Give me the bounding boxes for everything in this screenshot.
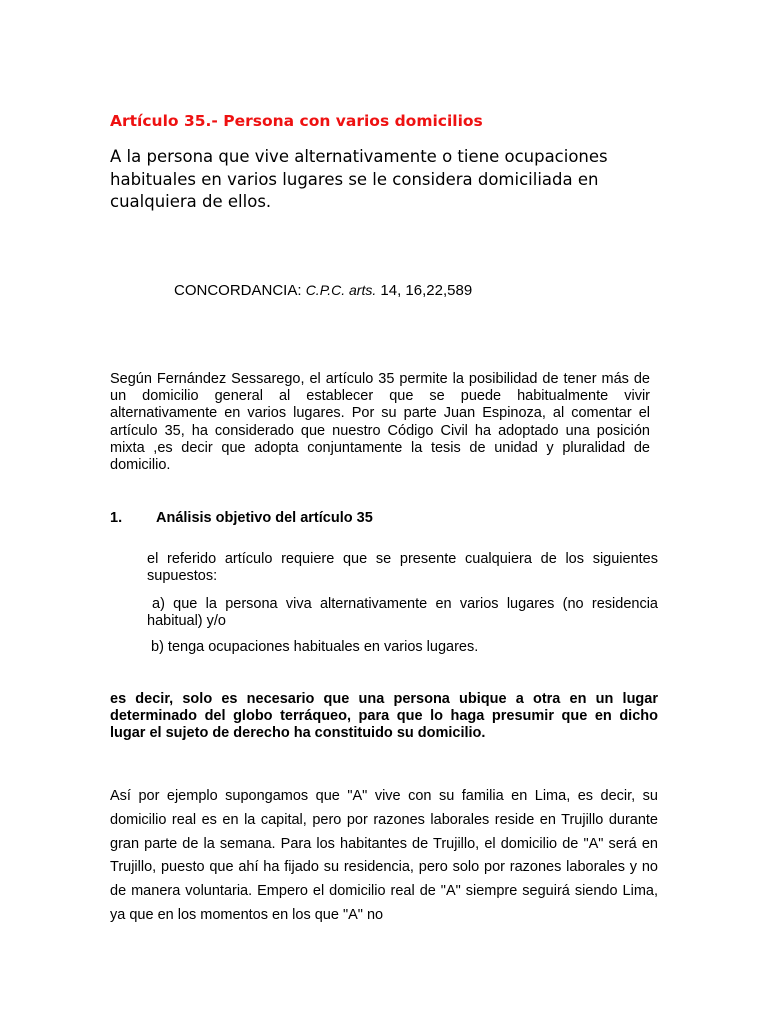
bold-paragraph: es decir, solo es necesario que una persona ubique a otra en un lugar determinado del globo terráqueo, para que lo haga presumir que en dicho lugar el sujeto de derecho ha constituido su domicilio. bbox=[110, 691, 658, 742]
option-a: a) que la persona viva alternativamente en varios lugares (no residencia habitual) y/o bbox=[147, 596, 658, 630]
concordancia-ref: C.P.C. arts. bbox=[305, 282, 377, 298]
article-text: A la persona que vive alternativamente o tiene ocupaciones habituales en varios lugares se le considera domiciliada en cualquiera de ellos. bbox=[110, 147, 608, 211]
option-b: b) tenga ocupaciones habituales en varios lugares. bbox=[151, 639, 479, 655]
article-heading: Artículo 35.- Persona con varios domicilios bbox=[110, 112, 483, 130]
requirement-paragraph: el referido artículo requiere que se presente cualquiera de los siguientes supuestos: bbox=[147, 551, 658, 585]
section-heading bbox=[110, 510, 373, 526]
example-paragraph: Así por ejemplo supongamos que "A" vive con su familia en Lima, es decir, su domicilio real es en la capital, pero por razones laborales reside en Trujillo durante gran parte de la semana. Para los habitantes de Trujillo, el domicilio de "A" será en Trujillo, puesto que ahí ha fijado su residencia, pero solo por razones laborales y no de manera voluntaria. Empero el domicilio real de "A" siempre seguirá siendo Lima, ya que en los momentos en los que "A" no bbox=[110, 788, 658, 923]
concordancia-numbers: 14, 16,22,589 bbox=[380, 282, 473, 299]
concordancia-label: CONCORDANCIA: bbox=[174, 282, 302, 299]
section-number: 1. bbox=[110, 510, 123, 526]
section-title: Análisis objetivo del artículo 35 bbox=[156, 510, 373, 526]
intro-paragraph: Según Fernández Sessarego, el artículo 35 permite la posibilidad de tener más de un domicilio general al establecer que se puede habitualmente vivir alternativamente en varios lugares. Por su parte Juan Espinoza, al comentar el artículo 35, ha considerado que nuestro Código Civil ha adoptado una posición mixta ,es decir que adopta conjuntamente la tesis de unidad y pluralidad de domicilio. bbox=[110, 371, 650, 474]
concordancia-line bbox=[174, 282, 472, 299]
